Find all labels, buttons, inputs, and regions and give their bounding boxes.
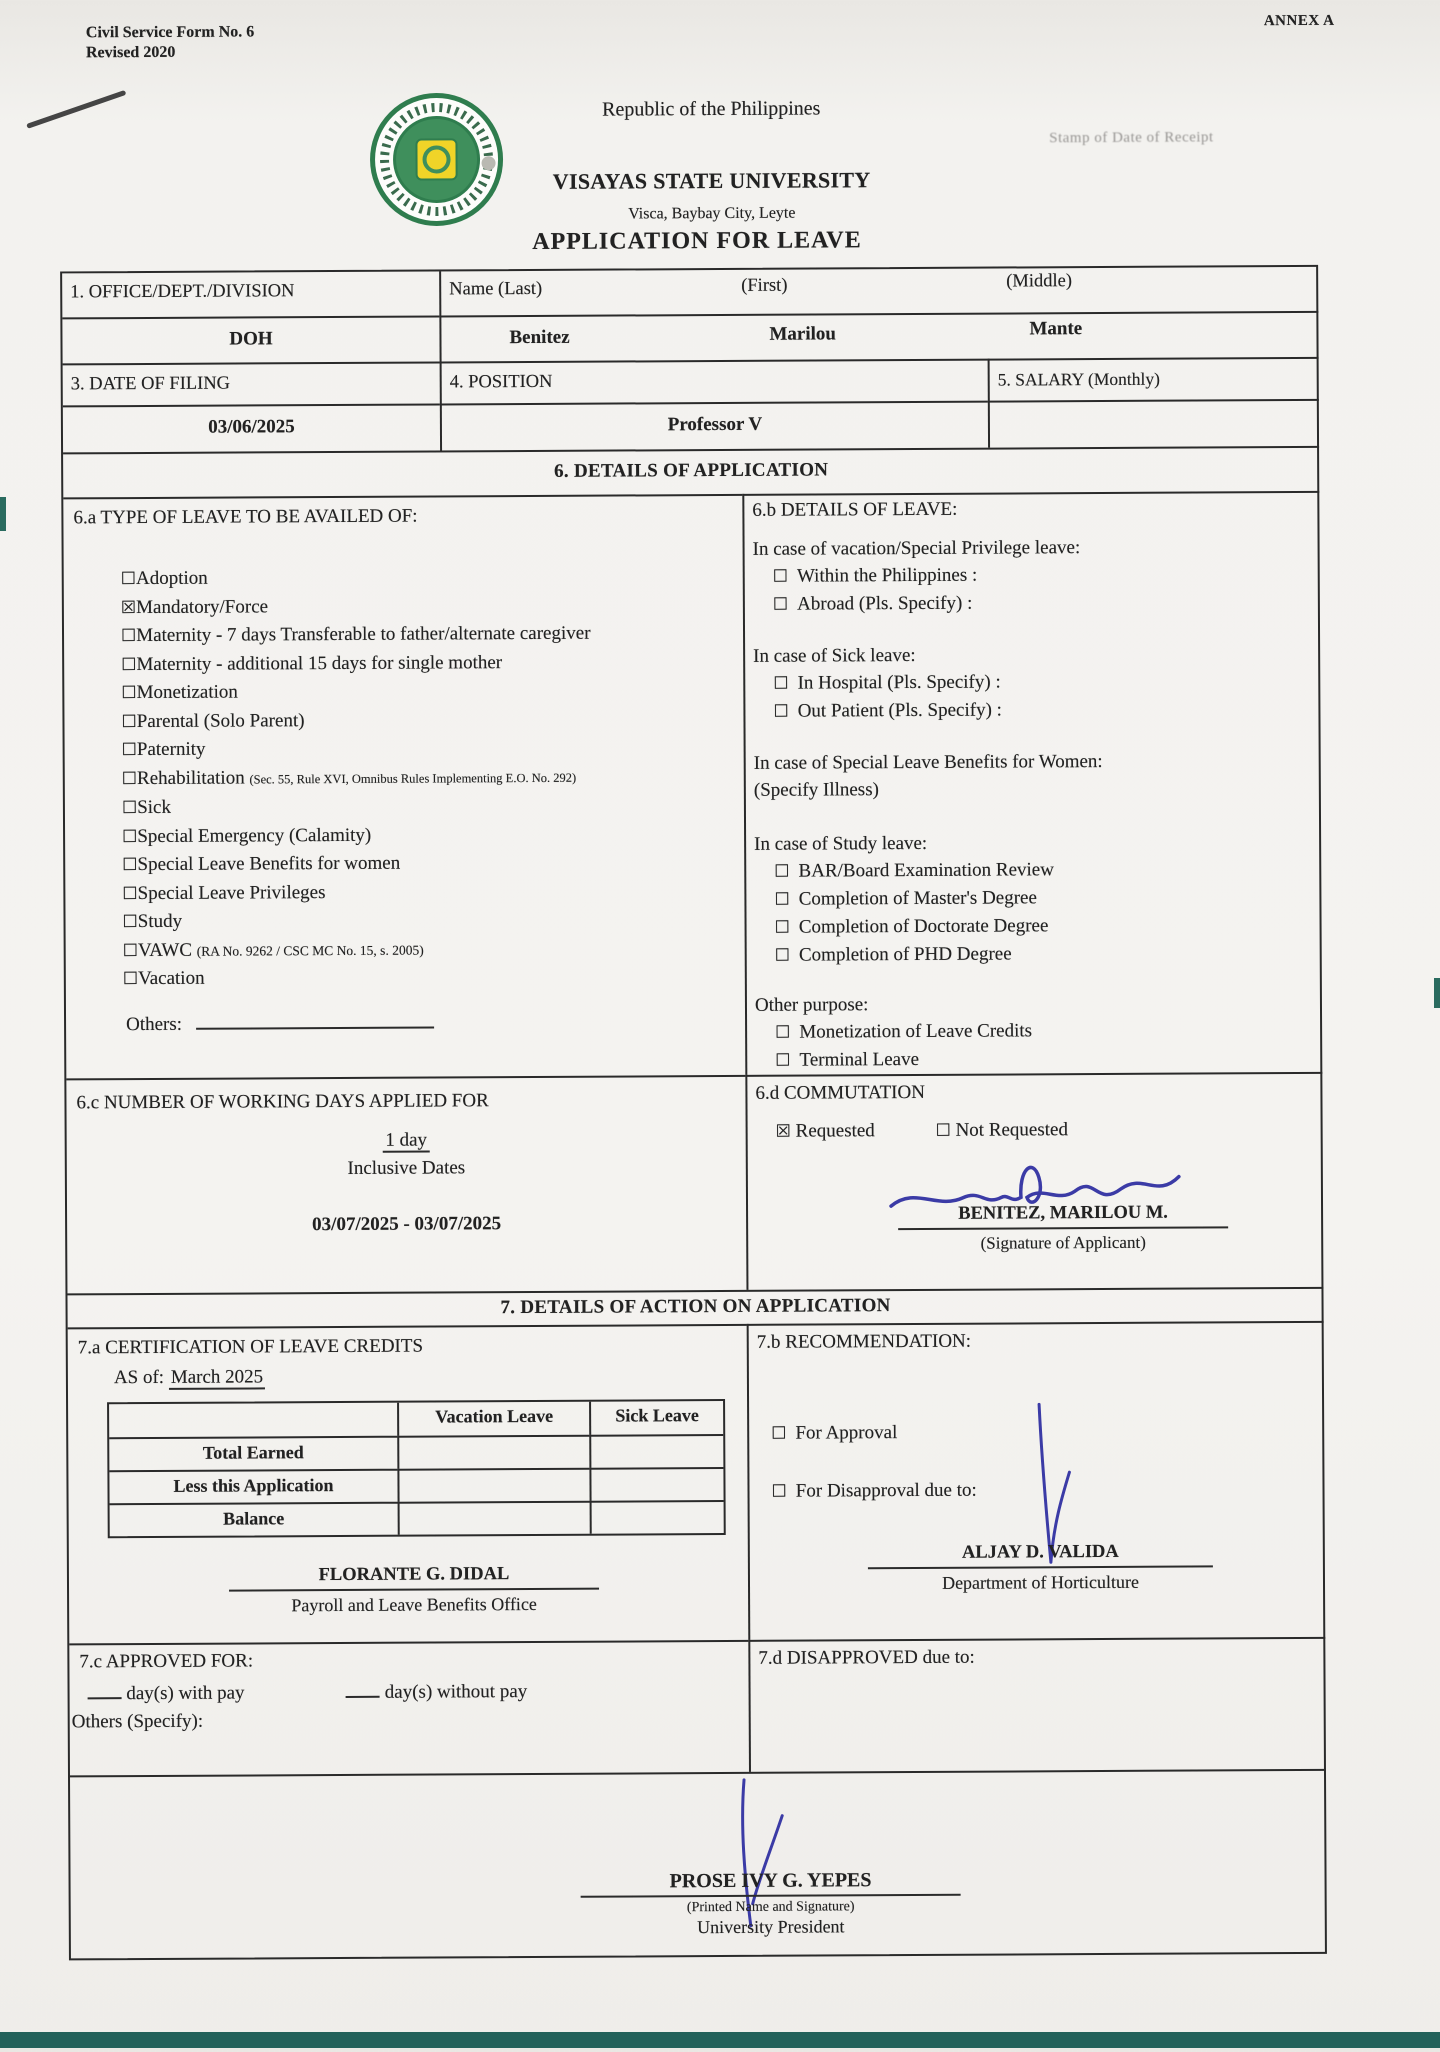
sick-leave-group-title: In case of Sick leave:	[753, 644, 916, 667]
checkbox-icon[interactable]: ☐	[935, 1120, 951, 1141]
last-name-value[interactable]: Benitez	[509, 326, 570, 349]
checkbox-icon[interactable]: ☐	[122, 940, 138, 961]
leave-option-special-benefits-women[interactable]: ☐Special Leave Benefits for women	[122, 852, 401, 876]
option-bar-board-review[interactable]: ☐ BAR/Board Examination Review	[774, 859, 1054, 882]
inclusive-dates-value[interactable]: 03/07/2025 - 03/07/2025	[312, 1213, 502, 1236]
less-application-vacation-value[interactable]	[397, 1468, 589, 1502]
university-name: VISAYAS STATE UNIVERSITY	[552, 167, 871, 194]
option-for-approval[interactable]: ☐ For Approval	[771, 1422, 898, 1444]
working-days-cell	[66, 1075, 746, 1294]
applicant-signature-block	[898, 1202, 1228, 1254]
row-label-balance: Balance	[110, 1502, 398, 1537]
president-caption: (Printed Name and Signature)	[686, 1899, 855, 1916]
leave-option-vacation[interactable]: ☐Vacation	[122, 967, 205, 990]
salary-label: 5. SALARY (Monthly)	[988, 357, 1319, 401]
checkbox-icon[interactable]: ☐	[773, 701, 789, 722]
leave-option-paternity[interactable]: ☐Paternity	[121, 738, 206, 761]
leave-option-special-emergency[interactable]: ☐Special Emergency (Calamity)	[122, 824, 372, 847]
total-earned-vacation-value[interactable]	[397, 1435, 589, 1469]
days-without-pay-input-line[interactable]	[346, 1680, 380, 1698]
checkbox-icon[interactable]: ☐	[122, 883, 138, 904]
details-of-leave-cell	[742, 491, 1322, 1075]
president-title: University President	[696, 1916, 845, 1938]
form-number-block	[86, 22, 255, 63]
position-label: 4. POSITION	[440, 359, 988, 404]
others-specify-label: Others (Specify):	[71, 1710, 204, 1733]
name-middle-label: (Middle)	[1006, 271, 1073, 292]
checkbox-icon[interactable]: ☐	[774, 861, 790, 882]
payroll-signatory-name: FLORANTE G. DIDAL	[229, 1564, 599, 1592]
applicant-signatory-name: BENITEZ, MARILOU M.	[898, 1202, 1228, 1230]
disapproved-cell	[748, 1637, 1326, 1772]
as-of-label: AS of:	[113, 1366, 165, 1389]
option-doctorate-degree[interactable]: ☐ Completion of Doctorate Degree	[774, 915, 1049, 938]
option-for-disapproval[interactable]: ☐ For Disapproval due to:	[771, 1479, 977, 1502]
commutation-options	[776, 1118, 1323, 1143]
checkbox-icon[interactable]: ☐	[122, 969, 139, 990]
leave-option-mandatory-force[interactable]: ☒Mandatory/Force	[120, 595, 269, 618]
vawc-note: (RA No. 9262 / CSC MC No. 15, s. 2005)	[196, 942, 424, 959]
checkbox-icon[interactable]: ☐	[772, 594, 789, 615]
checkbox-icon[interactable]: ☐	[121, 798, 138, 819]
checkbox-icon[interactable]: ☐	[772, 566, 789, 587]
inclusive-dates-label: Inclusive Dates	[347, 1157, 466, 1179]
checkbox-icon[interactable]: ☐	[122, 912, 138, 933]
checkbox-icon[interactable]: ☐	[122, 855, 138, 876]
row-label-less-application: Less this Application	[109, 1469, 397, 1504]
option-monetization-credits[interactable]: ☐ Monetization of Leave Credits	[775, 1020, 1033, 1043]
other-purpose-group-title: Other purpose:	[754, 994, 869, 1016]
days-applied-value[interactable]: 1 day	[382, 1130, 430, 1153]
office-dept-value[interactable]: DOH	[62, 315, 439, 363]
leave-option-monetization[interactable]: ☐Monetization	[121, 681, 238, 704]
checkbox-checked-icon[interactable]: ☒	[120, 597, 137, 618]
row-label-total-earned: Total Earned	[109, 1436, 397, 1471]
details-of-leave-heading: 6.b DETAILS OF LEAVE:	[752, 498, 958, 521]
president-signature-cell	[70, 1769, 1327, 1963]
section6-band: 6. DETAILS OF APPLICATION	[63, 446, 1319, 498]
checkbox-icon[interactable]: ☐	[771, 1481, 787, 1502]
checkbox-icon[interactable]: ☐	[121, 683, 137, 704]
specify-illness-label: (Specify Illness)	[753, 779, 879, 801]
type-of-leave-heading: 6.a TYPE OF LEAVE TO BE AVAILED OF:	[73, 505, 418, 529]
approved-for-cell	[69, 1640, 749, 1776]
checkbox-icon[interactable]: ☐	[774, 917, 790, 938]
leave-option-parental[interactable]: ☐Parental (Solo Parent)	[121, 709, 305, 732]
option-in-hospital[interactable]: ☐ In Hospital (Pls. Specify) :	[773, 671, 1001, 694]
stamp-of-date-of-receipt: Stamp of Date of Receipt	[1049, 129, 1214, 147]
republic-line: Republic of the Philippines	[602, 97, 821, 121]
approved-for-heading: 7.c APPROVED FOR:	[79, 1650, 254, 1673]
option-terminal-leave[interactable]: ☐ Terminal Leave	[775, 1048, 920, 1071]
payroll-signatory-title: Payroll and Leave Benefits Office	[291, 1593, 537, 1616]
date-of-filing-value[interactable]: 03/06/2025	[63, 403, 440, 452]
certification-heading: 7.a CERTIFICATION OF LEAVE CREDITS	[77, 1335, 424, 1359]
leave-credits-header-row	[109, 1401, 723, 1437]
recommendation-heading: 7.b RECOMMENDATION:	[756, 1330, 972, 1353]
commutation-heading: 6.d COMMUTATION	[755, 1081, 925, 1104]
checkbox-icon[interactable]: ☐	[774, 889, 790, 910]
checkbox-icon[interactable]: ☐	[120, 626, 137, 647]
table-row	[109, 1434, 723, 1470]
option-abroad[interactable]: ☐ Abroad (Pls. Specify) :	[772, 592, 973, 615]
checkbox-icon[interactable]: ☐	[775, 1022, 791, 1043]
position-value[interactable]: Professor V	[440, 401, 988, 451]
leave-option-rehabilitation[interactable]: ☐Rehabilitation (Sec. 55, Rule XVI, Omnibus Rules Implementing E.O. No. 292)	[121, 766, 577, 789]
leave-option-maternity-transfer[interactable]: ☐Maternity - 7 days Transferable to father/alternate caregiver	[120, 622, 591, 647]
recommender-name: ALJAY D. VALIDA	[868, 1541, 1213, 1569]
commutation-not-requested[interactable]: ☐ Not Requested	[935, 1119, 1068, 1141]
pay-days-row	[88, 1678, 749, 1705]
checkbox-icon[interactable]: ☐	[121, 768, 138, 789]
leave-option-maternity-single-mother[interactable]: ☐Maternity - additional 15 days for single mother	[121, 651, 503, 675]
checkbox-checked-icon[interactable]: ☒	[775, 1121, 791, 1142]
checkbox-icon[interactable]: ☐	[121, 711, 137, 732]
pen-stroke-mark	[21, 85, 136, 136]
university-seal-icon	[368, 91, 505, 228]
commutation-requested[interactable]: ☒ Requested	[775, 1120, 875, 1142]
annex-label: ANNEX A	[1263, 12, 1335, 30]
page-title: APPLICATION FOR LEAVE	[532, 227, 862, 255]
less-application-sick-value[interactable]	[589, 1467, 723, 1501]
president-name: PROSE IVY G. YEPES	[669, 1869, 872, 1893]
leave-option-study[interactable]: ☐Study	[122, 910, 183, 933]
section7-band: 7. DETAILS OF ACTION ON APPLICATION	[67, 1287, 1323, 1328]
office-dept-label: 1. OFFICE/DEPT./DIVISION	[70, 281, 295, 303]
total-earned-sick-value[interactable]	[589, 1434, 723, 1468]
checkbox-icon[interactable]: ☐	[773, 673, 789, 694]
payroll-signatory-block	[229, 1564, 599, 1617]
option-within-philippines[interactable]: ☐ Within the Philippines :	[772, 564, 978, 587]
option-out-patient[interactable]: ☐ Out Patient (Pls. Specify) :	[773, 699, 1002, 722]
name-first-label: (First)	[741, 275, 788, 296]
empty-header-cell	[109, 1403, 397, 1438]
leave-option-sick[interactable]: ☐Sick	[121, 796, 172, 819]
scan-edge-artifact	[1434, 978, 1440, 1008]
application-form-table	[60, 265, 1327, 1961]
rehabilitation-note: (Sec. 55, Rule XVI, Omnibus Rules Implementing E.O. No. 292)	[249, 770, 577, 786]
name-values-cell	[439, 311, 1318, 362]
leave-option-vawc[interactable]: ☐VAWC (RA No. 9262 / CSC MC No. 15, s. 2005)	[122, 939, 424, 961]
option-phd-degree[interactable]: ☐ Completion of PHD Degree	[774, 943, 1012, 966]
others-label: Others:	[126, 1013, 183, 1035]
type-of-leave-cell	[63, 494, 745, 1079]
as-of-value[interactable]: March 2025	[169, 1366, 265, 1390]
scan-bottom-edge-bar	[0, 2032, 1440, 2048]
leave-option-special-privileges[interactable]: ☐Special Leave Privileges	[122, 881, 326, 904]
table-row	[110, 1500, 724, 1536]
working-days-values	[67, 1125, 747, 1241]
sick-leave-column-header: Sick Leave	[589, 1401, 723, 1435]
checkbox-icon[interactable]: ☐	[122, 826, 138, 847]
recommendation-cell	[747, 1321, 1326, 1640]
as-of-row	[114, 1364, 747, 1389]
working-days-heading: 6.c NUMBER OF WORKING DAYS APPLIED FOR	[76, 1090, 489, 1114]
without-pay-label: day(s) without pay	[384, 1681, 528, 1703]
recommender-signatory-block	[868, 1541, 1213, 1594]
study-leave-group-title: In case of Study leave:	[754, 832, 928, 855]
date-of-filing-label: 3. DATE OF FILING	[63, 361, 440, 405]
others-row	[126, 1006, 745, 1035]
others-input-line[interactable]	[196, 1008, 434, 1029]
table-row	[109, 1467, 723, 1503]
form-revision: Revised 2020	[85, 43, 176, 62]
vacation-leave-column-header: Vacation Leave	[397, 1402, 589, 1436]
checkbox-icon[interactable]: ☐	[121, 654, 137, 675]
women-leave-group-title: In case of Special Leave Benefits for Women:	[753, 750, 1103, 774]
checkbox-icon[interactable]: ☐	[121, 740, 137, 761]
checkbox-icon[interactable]: ☐	[771, 1423, 787, 1444]
salary-value[interactable]	[988, 399, 1319, 448]
university-address: Visca, Baybay City, Leyte	[628, 204, 796, 223]
option-masters-degree[interactable]: ☐ Completion of Master's Degree	[774, 887, 1037, 910]
commutation-cell	[745, 1072, 1323, 1290]
recommender-title: Department of Horticulture	[941, 1571, 1140, 1593]
president-block	[521, 1868, 1021, 1939]
leave-credits-table	[107, 1399, 726, 1538]
checkbox-icon[interactable]: ☐	[774, 945, 791, 966]
checkbox-icon[interactable]: ☐	[775, 1050, 791, 1071]
with-pay-label: day(s) with pay	[126, 1682, 245, 1705]
leave-option-adoption[interactable]: ☐Adoption	[120, 567, 208, 590]
middle-name-value[interactable]: Mante	[1029, 318, 1083, 340]
applicant-signature-caption: (Signature of Applicant)	[980, 1232, 1146, 1253]
certification-cell	[68, 1324, 749, 1644]
name-last-label: Name (Last)	[449, 278, 543, 300]
checkbox-icon[interactable]: ☐	[120, 569, 137, 590]
first-name-value[interactable]: Marilou	[769, 323, 837, 345]
days-with-pay-input-line[interactable]	[88, 1681, 122, 1699]
form-number: Civil Service Form No. 6	[85, 23, 255, 42]
balance-sick-value[interactable]	[590, 1500, 724, 1534]
disapproved-heading: 7.d DISAPPROVED due to:	[758, 1646, 975, 1669]
name-labels-cell	[439, 267, 1318, 316]
scan-edge-artifact	[0, 497, 6, 531]
balance-vacation-value[interactable]	[398, 1501, 590, 1535]
vacation-leave-group-title: In case of vacation/Special Privilege leave:	[752, 537, 1081, 560]
leave-type-list	[64, 562, 745, 994]
